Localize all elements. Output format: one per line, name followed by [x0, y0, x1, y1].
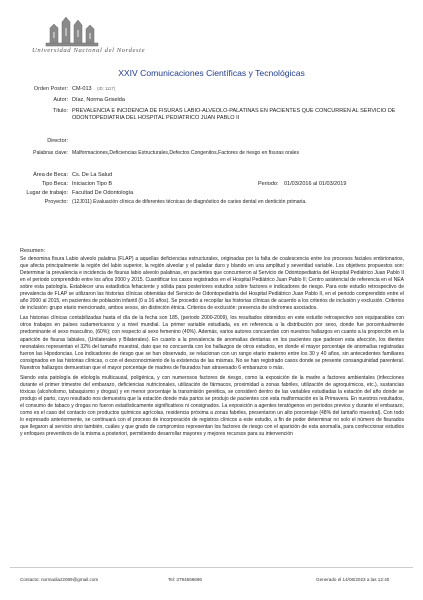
proyecto-label: Proyecto:: [44, 199, 68, 205]
abstract-paragraph: Se denomina fisura Labio alveolo palatina (FLAP) a aquellas deficiencias estructurales, originadas por la falta de coalescencia entre los procesos faciales embrionarios, que afecta principalmente la región del labio superior, la región alveolar y el paladar duro y blando en una amplitud y severidad variable. Los objetivos propuestos son: Determinar la prevalencia e incidencia de fisuras labio alveolo palatinas, en pacientes que concurrieron al Servicio de Odontopediatría del Hospital Pediátrico Juan Pablo II en el periodo comprendido entre los años 2000 y 2015. Cuantificar los casos registrados en el Hospital Pediátrico Juan Pablo II; Centro asistencial de referencia en el NEA sobre esta patología. Establecer una estadística fehaciente y sólida para posteriores estudios sobre factores e indicadores de riesgo. Para este estudio retrospectivo de prevalencia de FLAP se utilizaron las historias clínicas obtenidas del Servicio de Odontopediatría del Hospital Pediátrico Juan Pablo II, en el periodo comprendido entre el año 2000 al 2015, en pacientes de población infantil (0 a 16 años). Se procedió a recopilar las historias clínicas de acuerdo a los criterios de inclusión y exclusión. Criterios de inclusión: grupo etario mencionado, ambos sexos, sin distinción étnica. Criterios de exclusión: presencia de síndromes asociados.: [20, 256, 404, 312]
periodo-label: Periodo:: [258, 181, 279, 187]
footer-divider: [10, 567, 413, 568]
autor-label: Autor:: [53, 97, 68, 103]
university-logo: [32, 14, 172, 66]
autor-value: Díaz, Norma Griselda: [72, 97, 125, 103]
area-value: Cs. De La Salud: [72, 172, 113, 178]
orden-poster-id: (ID: 1117): [97, 86, 116, 91]
abstract-paragraph: Las historias clínicas contabilizadas hasta el día de la fecha son 185, (periodo 2000-2009), los resultados obtenidos en este estudio retrospectivo son equiparables con otros trabajos en países sudamericanos y a nivel mundial. La primer variable estudiada, es en referencia a la distribución por sexo, donde fue porcentualmente predominante el sexo masculino, (60%); con respecto al sexo femenino (40%). Además, varios autores concuerdan con nuestros hallazgos en cuanto a la proporción en la aparición de fisuras labiales, (Unilaterales y Bilaterales). En cuanto a la prevalencia de anomalías dentarias en los pacientes que padecen esta afección, los dientes neonatales representan el 32% del tamaño muestral, dato que no concuerda con los hallazgos de otros estudios, en donde el mayor porcentaje de anomalías registradas fueron las Hipodoncias. Los indicadores de riesgo que se han observado, se relacionan con un rango etario materno entre los 30 y 40 años, sin antecedentes familiares consignados en las historias clínicas, o con el desconocimiento de la existencia de las mismas. No se han registrado casos donde se presente consanguinidad parenteral. Nuestros hallazgos demuestran que el mayor porcentaje de madres de fisurados han atravesado 6 embarazos o más.: [20, 315, 404, 371]
footer-contact: Contacto: normadiaz2069@gmail.com: [20, 577, 99, 582]
titulo-value: PREVALENCIA E INCIDENCIA DE FISURAS LABIO-ALVEOLO-PALATINAS EN PACIENTES QUE CONCURREN AL SERVICIO DE ODONTOPEDIATRIA DEL HOSPITAL PEDIATRICO JUAN PABLO II: [72, 108, 396, 121]
abstract-title: Resumen:: [20, 248, 46, 254]
area-label: Área de Beca:: [33, 172, 68, 178]
periodo-value: 01/03/2016 al 01/03/2019: [284, 181, 347, 187]
tipo-beca-label: Tipo Beca:: [41, 181, 68, 187]
lugar-value: Facultad De Odontología: [72, 190, 134, 196]
orden-poster-value: [72, 86, 272, 93]
footer-generated: Generado el 14/06/2023 a las 12:40: [316, 577, 390, 582]
abstract-body: [20, 256, 404, 441]
proyecto-value: (12J011) Evaluación clínica de diferentes técnicas de diagnóstico de caries dental en dentición primaria.: [72, 199, 307, 205]
institution-name: Universidad Nacional del Nordeste: [32, 47, 146, 54]
tipo-beca-value: Iniciacion Tipo B: [72, 181, 113, 187]
footer-phone: Tel: 3794566696: [168, 577, 202, 582]
conference-title: XXIV Comunicaciones Científicas y Tecnológicas: [118, 68, 305, 78]
orden-poster-code: CM-013: [72, 86, 92, 92]
orden-poster-label: Orden Poster:: [33, 86, 68, 92]
abstract-paragraph: Siendo esta patología de etiología multicausal, poligénica, y con numerosos factores de riesgo, como la exposición de la madre a factores ambientales (infecciones durante el primer trimestre del embarazo, deficiencias nutricionales, utilización de fármacos, proximidad a zonas fabriles, utilización de agroquímicos, etc.), sustancias tóxicas (alcoholismo, tabaquismo y drogas) y en menor porcentaje la transmisión genética, se consideró dentro de las variables estudiadas la estación del año donde se produjo el parto, cuyo resultado nos demuestra que la estación donde más partos se produjo de pacientes con esta malformación es la Primavera. En nuestros resultados, el consumo de tabaco y drogas no fueron estadísticamente significativos ni consignados. La exposición a agentes teratógenos en periodos previos y durante el embarazo, como es el caso del contacto con productos químicos agrícolas, residencia próxima a zonas fabriles, presentaron un alto porcentaje (48% del tamaño muestral). Con todo lo expresado anteriormente, se continuará con el proceso de incorporación de registros clínicos a este estudio, a fin de poder determinar no solo el número de fisurados que llegaron al servicio sino también, cuáles y que grado de compromiso representan los factores de riesgo con el aparición de esta anomalía, para confeccionar estudios y enfoques preventivos de la misma a posteriori, permitiendo desarrollar mayores y mejores recursos para su intervención: [20, 374, 404, 438]
university-seal-icon: [32, 14, 172, 48]
titulo-label: Título:: [52, 108, 68, 114]
lugar-label: Lugar de trabajo:: [26, 190, 68, 196]
palabras-clave-value: Malformaciones,Deficiencias Estructurales,Defectos Congenitos,Factores de riesgo en fisuras orales: [72, 150, 300, 156]
palabras-clave-label: Palabras clave:: [33, 150, 68, 156]
director-label: Director:: [47, 138, 68, 144]
